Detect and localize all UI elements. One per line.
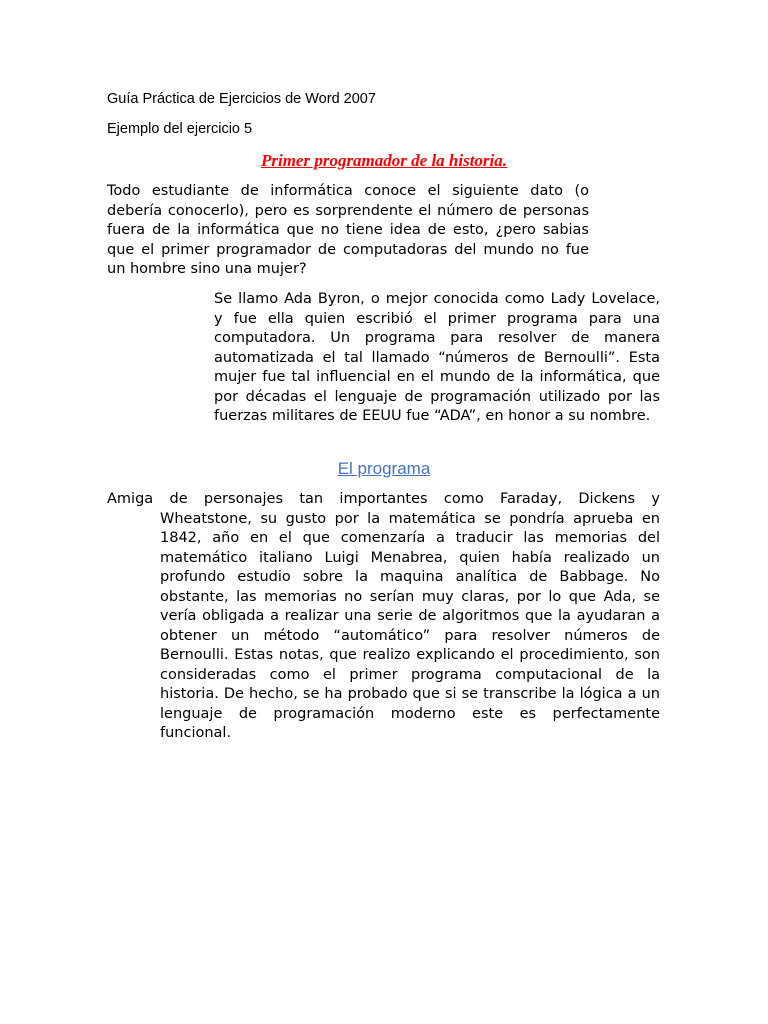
document-subtitle-line: Ejemplo del ejercicio 5 bbox=[107, 121, 253, 137]
programa-paragraph: Amiga de personajes tan importantes como Faraday, Dickens y Wheatstone, su gusto por la matemática se pondría aprueba en 1842, año en el que comenzaría a traducir las memorias del matemático italiano Luigi Menabrea, quien había realizado un profundo estudio sobre la maquina analítica de Babbage. No obstante, las memorias no serían muy claras, por lo que Ada, se vería obligada a realizar una serie de algoritmos que la ayudaran a obtener un método “automático” para resolver números de Bernoulli. Estas notas, que realizo explicando el procedimiento, son consideradas como el primer programa computacional de la historia. De hecho, se ha probado que si se transcribe la lógica a un lenguaje de programación moderno este es perfectamente funcional. bbox=[107, 491, 660, 741]
intro-paragraph: Todo estudiante de informática conoce el siguiente dato (o debería conocerlo), pero es sorprendente el número de personas fuera de la informática que no tiene idea de esto, ¿pero sabias que el primer programador de computadoras del mundo no fue un hombre sino una mujer? bbox=[107, 183, 589, 277]
section-heading-text: El programa bbox=[337, 459, 431, 478]
main-heading bbox=[0, 151, 768, 171]
ada-paragraph: Se llamo Ada Byron, o mejor conocida como Lady Lovelace, y fue ella quien escribió el primer programa para una computadora. Un programa para resolver de manera automatizada el tal llamado “números de Bernoulli”. Esta mujer fue tal influencial en el mundo de la informática, que por décadas el lenguaje de programación utilizado por las fuerzas militares de EEUU fue “ADA”, en honor a su nombre. bbox=[214, 291, 660, 424]
document-title-line: Guía Práctica de Ejercicios de Word 2007 bbox=[107, 91, 376, 107]
main-heading-text: Primer programador de la historia. bbox=[260, 151, 508, 170]
section-heading bbox=[0, 459, 768, 479]
